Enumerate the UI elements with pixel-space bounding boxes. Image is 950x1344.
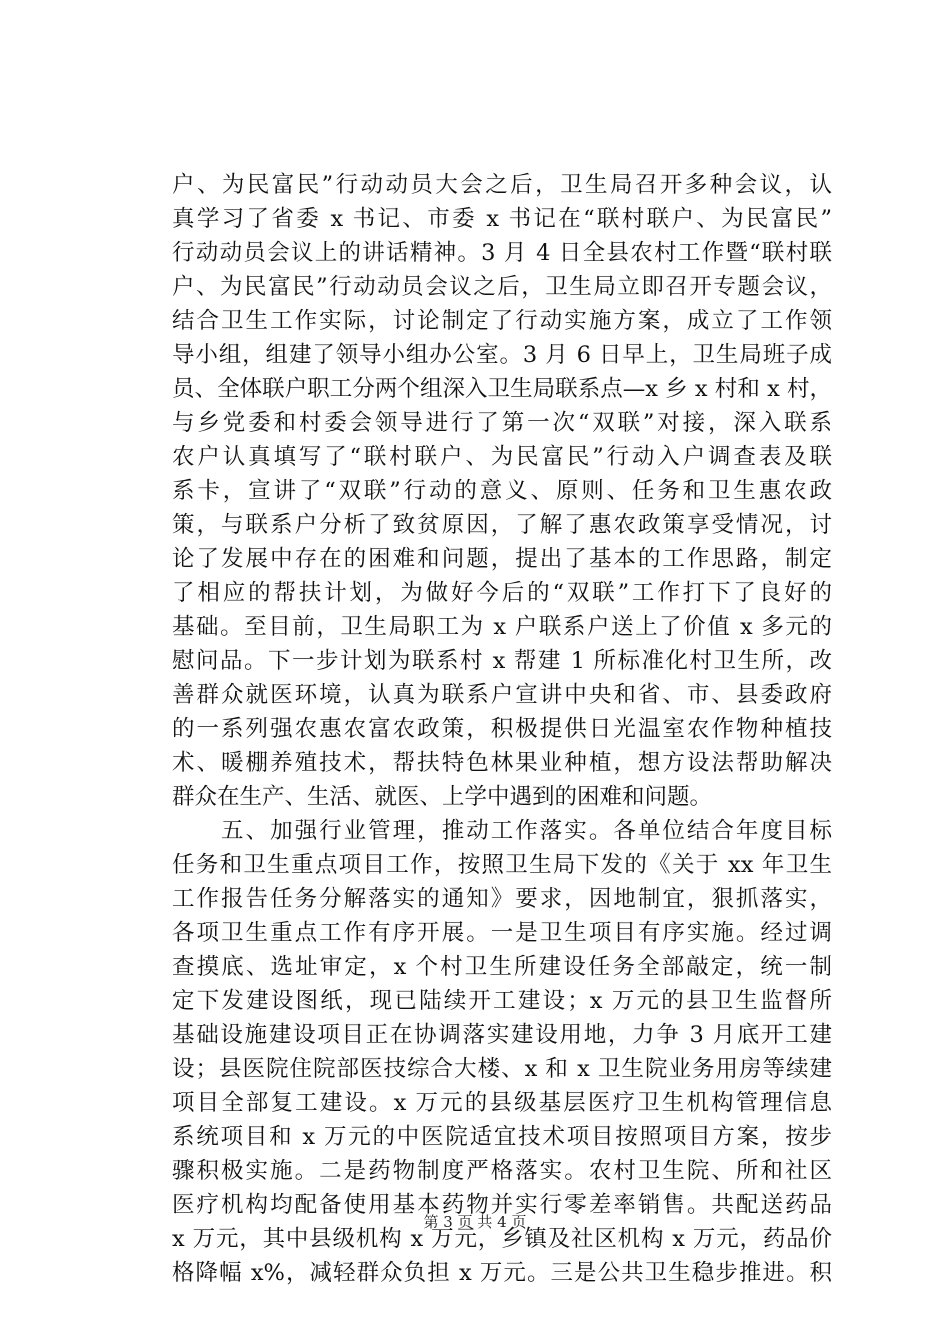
text-line: 定下发建设图纸，现已陆续开工建设；x 万元的县卫生监督所 — [172, 988, 832, 1014]
body-text — [172, 168, 832, 1290]
text-line: 户、为民富民”行动动员会议之后，卫生局立即召开专题会议， — [172, 274, 832, 300]
text-line: 项目全部复工建设。x 万元的县级基层医疗卫生机构管理信息 — [172, 1090, 832, 1116]
text-line: 善群众就医环境，认真为联系户宣讲中央和省、市、县委政府 — [172, 682, 832, 708]
text-line: 员、全体联户职工分两个组深入卫生局联系点—x 乡 x 村和 x 村， — [172, 376, 832, 402]
text-line: 医疗机构均配备使用基本药物并实行零差率销售。共配送药品 — [172, 1192, 832, 1218]
text-line: 五、加强行业管理，推动工作落实。各单位结合年度目标 — [172, 818, 832, 844]
text-line: 任务和卫生重点项目工作，按照卫生局下发的《关于 xx 年卫生 — [172, 852, 832, 878]
text-line: 了相应的帮扶计划，为做好今后的“双联”工作打下了良好的 — [172, 580, 832, 606]
text-line: 术、暖棚养殖技术，帮扶特色林果业种植，想方设法帮助解决 — [172, 750, 832, 776]
text-line: 与乡党委和村委会领导进行了第一次“双联”对接，深入联系 — [172, 410, 832, 436]
text-line: 论了发展中存在的困难和问题，提出了基本的工作思路，制定 — [172, 546, 832, 572]
text-line: 结合卫生工作实际，讨论制定了行动实施方案，成立了工作领 — [172, 308, 832, 334]
text-line: 农户认真填写了“联村联户、为民富民”行动入户调查表及联 — [172, 444, 832, 470]
text-line: 行动动员会议上的讲话精神。3 月 4 日全县农村工作暨“联村联 — [172, 240, 832, 266]
text-line: 慰问品。下一步计划为联系村 x 帮建 1 所标准化村卫生所，改 — [172, 648, 832, 674]
text-line: 群众在生产、生活、就医、上学中遇到的困难和问题。 — [172, 784, 713, 810]
text-line: 基础设施建设项目正在协调落实建设用地，力争 3 月底开工建 — [172, 1022, 832, 1048]
text-line: 工作报告任务分解落实的通知》要求，因地制宜，狠抓落实， — [172, 886, 832, 912]
text-line: 真学习了省委 x 书记、市委 x 书记在“联村联户、为民富民” — [172, 206, 832, 232]
text-line: 系卡，宣讲了“双联”行动的意义、原则、任务和卫生惠农政 — [172, 478, 832, 504]
text-line: 系统项目和 x 万元的中医院适宜技术项目按照项目方案，按步 — [172, 1124, 832, 1150]
text-line: 基础。至目前，卫生局职工为 x 户联系户送上了价值 x 多元的 — [172, 614, 832, 640]
text-line: 查摸底、选址审定，x 个村卫生所建设任务全部敲定，统一制 — [172, 954, 832, 980]
text-line: x 万元，其中县级机构 x 万元，乡镇及社区机构 x 万元，药品价 — [172, 1226, 832, 1252]
text-line: 设；县医院住院部医技综合大楼、x 和 x 卫生院业务用房等续建 — [172, 1056, 832, 1082]
text-line: 格降幅 x%，减轻群众负担 x 万元。三是公共卫生稳步推进。积 — [172, 1260, 832, 1286]
text-line: 户、为民富民”行动动员大会之后，卫生局召开多种会议，认 — [172, 172, 832, 198]
text-line: 导小组，组建了领导小组办公室。3 月 6 日早上，卫生局班子成 — [172, 342, 832, 368]
text-line: 骤积极实施。二是药物制度严格落实。农村卫生院、所和社区 — [172, 1158, 832, 1184]
text-line: 的一系列强农惠农富农政策，积极提供日光温室农作物种植技 — [172, 716, 832, 742]
text-line: 策，与联系户分析了致贫原因，了解了惠农政策享受情况，讨 — [172, 512, 832, 538]
text-line: 各项卫生重点工作有序开展。一是卫生项目有序实施。经过调 — [172, 920, 832, 946]
page-number-footer: 第 3 页 共 4 页 — [423, 1213, 527, 1231]
